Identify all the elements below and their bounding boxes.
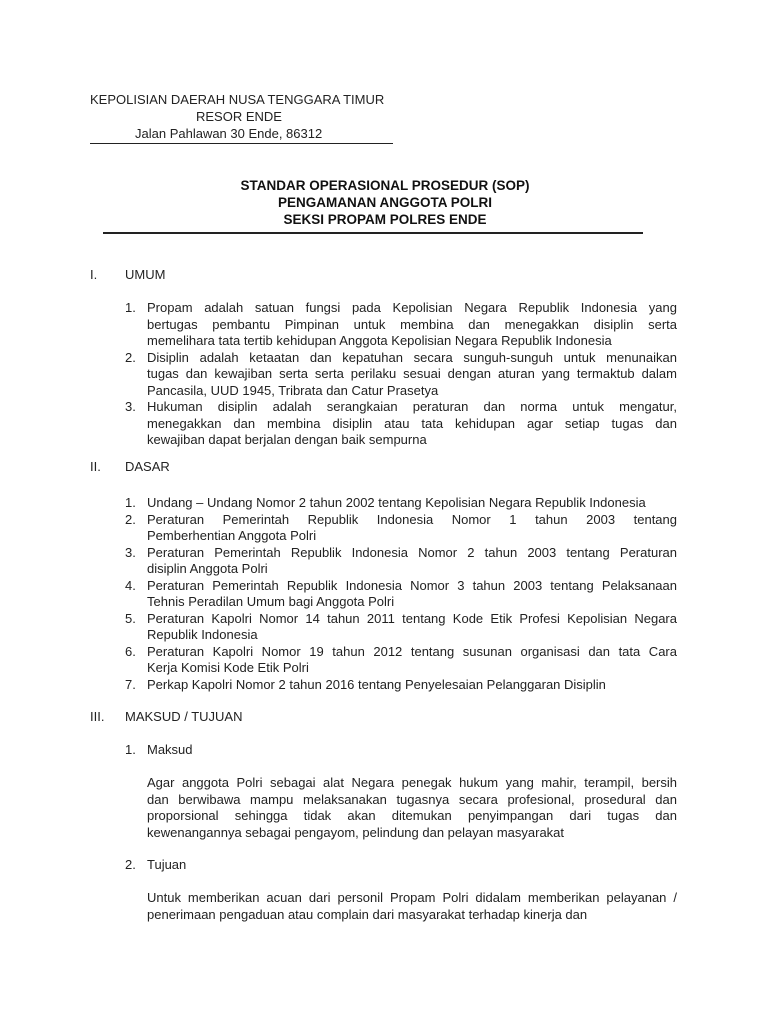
- title-rule: [103, 232, 643, 234]
- list-item-number: 3.: [125, 544, 136, 560]
- list-item: [147, 677, 677, 694]
- text-line: Peraturan Kapolri Nomor 19 tahun 2012 tentang susunan organisasi dan tata Cara: [147, 643, 677, 659]
- list-item-number: 2.: [125, 349, 136, 365]
- list-item-number: 1.: [125, 300, 136, 315]
- text-line: Kerja Komisi Kode Etik Polri: [147, 660, 309, 675]
- subsection-paragraph: [147, 775, 677, 841]
- list-item-number: 3.: [125, 399, 136, 414]
- subsection-number: 2.: [125, 857, 136, 872]
- subsection-paragraph: [147, 890, 677, 923]
- list-item: [147, 300, 677, 350]
- text-line: bertugas pembantu Pimpinan untuk membina dan menegakkan disiplin serta: [147, 316, 677, 332]
- text-line: tugas dan kewajiban serta serta perilaku sesuai dengan aturan yang termaktub dalam: [147, 366, 677, 381]
- subsection-number: 1.: [125, 742, 136, 757]
- list-item-number: 5.: [125, 610, 136, 626]
- text-line: Pemberhentian Anggota Polri: [147, 528, 317, 543]
- section-numeral: II.: [90, 459, 101, 474]
- list-item: [147, 545, 677, 578]
- text-line: Perkap Kapolri Nomor 2 tahun 2016 tentang Penyelesaian Pelanggaran Disiplin: [147, 676, 606, 692]
- list-item: [147, 611, 677, 644]
- title-line-3: SEKSI PROPAM POLRES ENDE: [283, 212, 487, 227]
- title-line-2: PENGAMANAN ANGGOTA POLRI: [278, 195, 492, 210]
- text-line: Tehnis Peradilan Umum bagi Anggota Polri: [147, 594, 395, 609]
- text-line: Peraturan Kapolri Nomor 14 tahun 2011 tentang Kode Etik Profesi Kepolisian Negara: [147, 610, 677, 626]
- list-item: [147, 578, 677, 611]
- text-line: proporsional sehingga tidak akan ditemukan penyimpangan dari tugas dan: [147, 808, 677, 823]
- text-line: Peraturan Pemerintah Republik Indonesia Nomor 2 tahun 2003 tentang Peraturan: [147, 544, 677, 560]
- header-org: KEPOLISIAN DAERAH NUSA TENGGARA TIMUR: [90, 92, 385, 107]
- text-line: Propam adalah satuan fungsi pada Kepolisian Negara Republik Indonesia yang: [147, 300, 677, 315]
- list-item-number: 6.: [125, 643, 136, 659]
- list-item-number: 2.: [125, 511, 136, 527]
- list-item-number: 7.: [125, 676, 136, 692]
- list-item: [147, 644, 677, 677]
- list-item: [147, 512, 677, 545]
- text-line: menegakkan dan membina disiplin atau tata kehidupan agar setiap tugas dan: [147, 415, 677, 431]
- list-item: [147, 495, 677, 512]
- text-line: memelihara tata tertib kehidupan Anggota Kepolisian Negara Republik Indonesia: [147, 333, 612, 348]
- text-line: kewenangannya sebagai pengayom, pelindung dan pelayan masyarakat: [147, 824, 565, 840]
- text-line: Pancasila, UUD 1945, Tribrata dan Catur Prasetya: [147, 382, 439, 398]
- subsection-label: Maksud: [147, 742, 193, 757]
- text-line: Peraturan Pemerintah Republik Indonesia Nomor 3 tahun 2003 tentang Pelaksanaan: [147, 577, 677, 593]
- text-line: Untuk memberikan acuan dari personil Propam Polri didalam memberikan pelayanan /: [147, 890, 677, 905]
- section-numeral: III.: [90, 709, 105, 724]
- list-item-number: 1.: [125, 495, 136, 510]
- header-unit: RESOR ENDE: [196, 109, 282, 124]
- section-heading: DASAR: [125, 459, 170, 474]
- section-heading: UMUM: [125, 267, 166, 282]
- text-line: Peraturan Pemerintah Republik Indonesia Nomor 1 tahun 2003 tentang: [147, 511, 677, 527]
- text-line: kewajiban dapat berjalan dengan baik sempurna: [147, 432, 427, 447]
- list-item: [147, 350, 677, 400]
- text-line: dan berwibawa mampu melaksanakan tugasnya secara profesional, prosedural dan: [147, 791, 677, 807]
- title-line-1: STANDAR OPERASIONAL PROSEDUR (SOP): [240, 178, 530, 193]
- text-line: penerimaan pengaduan atau complain dari masyarakat terhadap kinerja dan: [147, 906, 588, 922]
- subsection-label: Tujuan: [147, 857, 187, 872]
- header-underline: [90, 143, 393, 144]
- section-numeral: I.: [90, 267, 98, 282]
- text-line: Disiplin adalah ketaatan dan kepatuhan secara sunguh-sunguh untuk menunaikan: [147, 349, 677, 365]
- header-address: Jalan Pahlawan 30 Ende, 86312: [135, 126, 323, 141]
- text-line: disiplin Anggota Polri: [147, 561, 268, 576]
- text-line: Hukuman disiplin adalah serangkaian peraturan dan norma untuk mengatur,: [147, 399, 677, 414]
- section-heading: MAKSUD / TUJUAN: [125, 709, 243, 724]
- text-line: Republik Indonesia: [147, 627, 258, 642]
- text-line: Agar anggota Polri sebagai alat Negara penegak hukum yang mahir, terampil, bersih: [147, 775, 677, 790]
- list-item: [147, 399, 677, 449]
- text-line: Undang – Undang Nomor 2 tahun 2002 tentang Kepolisian Negara Republik Indonesia: [147, 495, 646, 510]
- list-item-number: 4.: [125, 577, 136, 593]
